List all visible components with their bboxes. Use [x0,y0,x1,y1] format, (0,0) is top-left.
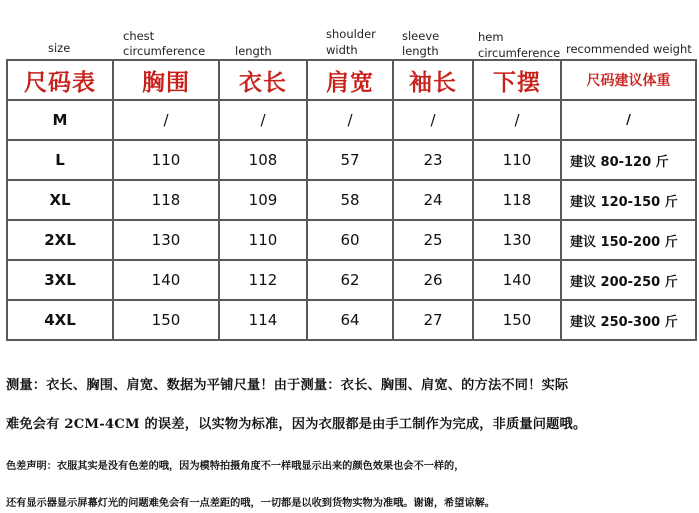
label-sleeve-en-2: length [402,44,439,58]
header-size-chart: 尺码表 [7,60,113,100]
label-chest-en-2: circumference [123,44,206,58]
table-row [7,180,696,220]
table-row [7,100,696,140]
label-hem-en-1: hem [478,30,504,44]
cell-chest: 150 [113,300,219,340]
cell-sleeve: 26 [393,260,473,300]
cell-length: 109 [219,180,307,220]
table-row [7,300,696,340]
cell-weight: 建议 150-200 斤 [561,220,696,260]
cell-sleeve: 23 [393,140,473,180]
cell-weight: 建议 200-250 斤 [561,260,696,300]
cell-hem: / [473,100,561,140]
cell-hem: 118 [473,180,561,220]
label-shoulder-en-1: shoulder [326,27,376,41]
header-shoulder: 肩宽 [307,60,393,100]
cell-chest: / [113,100,219,140]
cell-size: XL [7,180,113,220]
cell-size: 3XL [7,260,113,300]
note-color-disclaimer-line-2: 还有显示器显示屏幕灯光的问题难免会有一点差距的哦，一切都是以收到货物实物为准哦。谢谢，希望谅解。 [6,497,495,509]
cell-sleeve: 24 [393,180,473,220]
cell-size: 4XL [7,300,113,340]
cell-weight: 建议 120-150 斤 [561,180,696,220]
cell-length: 114 [219,300,307,340]
cell-weight: 建议 250-300 斤 [561,300,696,340]
header-hem: 下摆 [473,60,561,100]
cell-length: / [219,100,307,140]
cell-sleeve: 27 [393,300,473,340]
cell-hem: 130 [473,220,561,260]
table-header-row [7,60,696,100]
label-hem-en-2: circumference [478,46,561,60]
cell-shoulder: 64 [307,300,393,340]
cell-length: 108 [219,140,307,180]
table-row [7,260,696,300]
cell-weight: 建议 80-120 斤 [561,140,696,180]
label-sleeve-en-1: sleeve [402,29,440,43]
cell-shoulder: 60 [307,220,393,260]
header-chest: 胸围 [113,60,219,100]
note-measurement-line-2: 难免会有 2CM-4CM 的误差，以实物为标准，因为衣服都是由手工制作为完成，非质量问题哦。 [6,417,587,432]
label-shoulder-en-2: width [326,43,358,57]
cell-size: 2XL [7,220,113,260]
table-row [7,140,696,180]
cell-shoulder: 57 [307,140,393,180]
table-row [7,220,696,260]
cell-chest: 110 [113,140,219,180]
label-length-en: length [235,44,272,58]
note-color-disclaimer-line-1: 色差声明：衣服其实是没有色差的哦，因为模特拍摄角度不一样哦显示出来的颜色效果也会不一样的， [6,460,465,472]
size-chart-table [6,59,697,341]
cell-sleeve: 25 [393,220,473,260]
label-chest-en-1: chest [123,29,155,43]
header-recommended-weight: 尺码建议体重 [561,60,696,100]
cell-chest: 130 [113,220,219,260]
cell-length: 110 [219,220,307,260]
cell-size: M [7,100,113,140]
note-measurement-line-1: 测量：衣长、胸围、肩宽、数据为平铺尺量！由于测量：衣长、胸围、肩宽、的方法不同！实际 [6,378,569,393]
header-length: 衣长 [219,60,307,100]
header-sleeve: 袖长 [393,60,473,100]
cell-size: L [7,140,113,180]
cell-shoulder: / [307,100,393,140]
cell-chest: 118 [113,180,219,220]
cell-hem: 140 [473,260,561,300]
cell-length: 112 [219,260,307,300]
cell-hem: 110 [473,140,561,180]
label-weight-en: recommended weight [566,42,692,56]
label-size-en: size [48,41,71,55]
cell-weight: / [561,100,696,140]
cell-shoulder: 58 [307,180,393,220]
english-header-labels [0,0,699,60]
cell-sleeve: / [393,100,473,140]
cell-chest: 140 [113,260,219,300]
cell-hem: 150 [473,300,561,340]
cell-shoulder: 62 [307,260,393,300]
